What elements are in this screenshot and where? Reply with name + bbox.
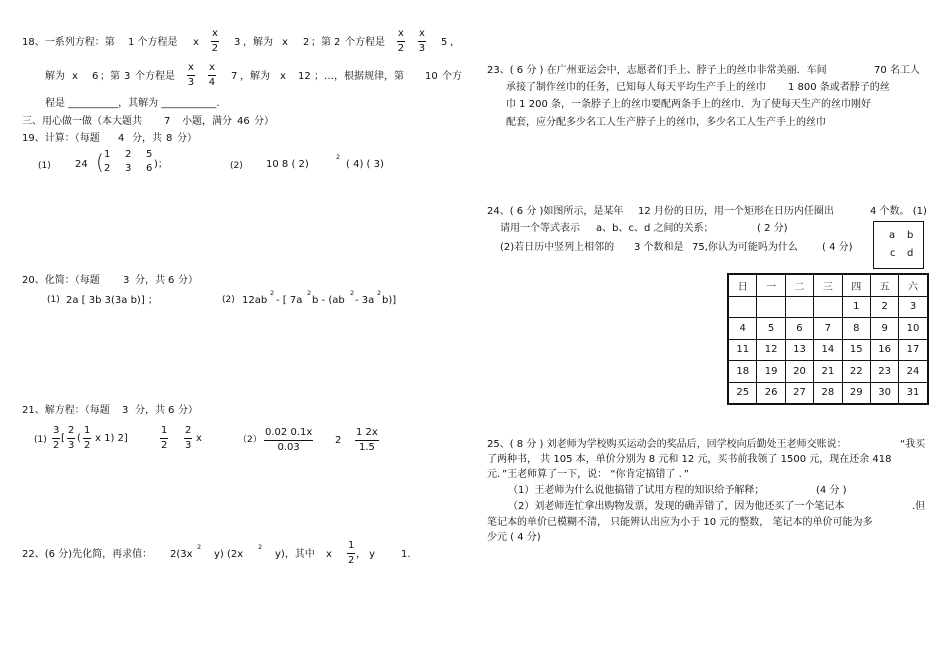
q20-total: 6 xyxy=(168,275,175,286)
cal-cell: 13 xyxy=(785,339,813,361)
q22-x: x xyxy=(326,549,332,560)
q18-line1-b: 1 个方程是 xyxy=(128,37,178,48)
q21-frac-num2: $\frac{1 2x}{1.5}$ xyxy=(356,427,378,453)
q21-eq2-two: 2 xyxy=(335,435,342,446)
cal-cell: 31 xyxy=(899,382,928,404)
cal-cell: 12 xyxy=(757,339,785,361)
q21-x: x xyxy=(196,433,202,444)
q18-v6: 6 xyxy=(92,71,99,82)
q18-l1c: ；第 xyxy=(311,37,331,48)
q24-line2-c: ( 2 分) xyxy=(757,223,788,234)
q21-frac-1-2: $\frac{1}{2}$ xyxy=(84,425,91,451)
q18-line2-c: 个方程是 xyxy=(135,71,175,82)
q24-line3-b: 3 个数和是 xyxy=(634,242,684,253)
cal-cell: 17 xyxy=(899,339,928,361)
q18-line1-a: 18、一系列方程：第 xyxy=(22,37,115,48)
cal-cell: 20 xyxy=(785,361,813,383)
q18-two-b: 2 xyxy=(334,37,341,48)
cal-header: 日 xyxy=(728,274,757,296)
q19-frac-2-3: 2 3 xyxy=(125,149,132,174)
box-c: c xyxy=(890,248,896,259)
cal-cell: 14 xyxy=(814,339,842,361)
calendar-row xyxy=(728,339,928,361)
q18-line2-e: ；…，根据规律，第 xyxy=(314,71,404,82)
q21-expr1-mid: x 1) 2] xyxy=(95,433,128,444)
sec3-unit: 分） xyxy=(254,116,274,127)
q18-frac-b: $\frac{x}{3}$ xyxy=(418,28,426,54)
cal-header: 二 xyxy=(785,274,813,296)
q23-line4: 配套，应分配多少名工人生产脖子上的丝巾，多少名工人生产手上的丝巾 xyxy=(506,117,826,128)
q19-p1: (1) xyxy=(38,161,51,171)
calendar-row xyxy=(728,382,928,404)
q25-line4-b: (4 分 ) xyxy=(816,485,847,496)
q24-line1-b: 12 月份的日历，用一个矩形在日历内任圈出 xyxy=(638,206,834,217)
q18-seven: 7 xyxy=(231,71,238,82)
cal-cell: 24 xyxy=(899,361,928,383)
cal-cell: 22 xyxy=(842,361,870,383)
cal-cell xyxy=(757,296,785,318)
q25-line7: 少元 ( 4 分) xyxy=(487,532,541,543)
cal-cell: 9 xyxy=(870,318,898,340)
cal-cell: 26 xyxy=(757,382,785,404)
q25-line3: 元．”王老师算了一下，说： “你肯定搞错了 ．” xyxy=(487,469,689,480)
q18-v2: 2 xyxy=(303,37,310,48)
q18-x2: x xyxy=(282,37,288,48)
q18-three: 3 xyxy=(234,37,241,48)
cal-cell: 1 xyxy=(842,296,870,318)
q18-line2-d: ，解为 xyxy=(240,71,270,82)
q18-three-b: 3 xyxy=(124,71,131,82)
q22-frac-1-2: $\frac{1}{2}$ xyxy=(348,540,355,566)
cal-cell: 5 xyxy=(757,318,785,340)
q21-frac-3-2: $\frac{3}{2}$ xyxy=(53,425,60,451)
q22-e2: y) (2x xyxy=(214,549,244,560)
calendar-header-row xyxy=(728,274,928,296)
q20-p2: (2) xyxy=(222,295,235,305)
box-d: d xyxy=(907,248,914,259)
cal-cell xyxy=(814,296,842,318)
q21-bracket: [ xyxy=(61,433,65,444)
q20-sq-2: 2 xyxy=(307,289,312,297)
calendar-row xyxy=(728,361,928,383)
q21-frac-1-2-b: $\frac{1}{2}$ xyxy=(161,425,168,451)
q23-line3: 巾 1 200 条，一条脖子上的丝巾要配两条手上的丝巾．为了使每天生产的丝巾刚好 xyxy=(506,99,871,110)
q24-line1: 24、( 6 分 )如图所示，是某年 xyxy=(487,206,624,217)
q18-v12: 12 xyxy=(298,71,311,82)
q19-24: 24 xyxy=(75,159,88,170)
q20-each: 3 xyxy=(123,275,130,286)
q18-line3: 程是 __________，其解为 ___________. xyxy=(45,98,220,109)
calendar-row xyxy=(728,318,928,340)
sec3-score: 46 xyxy=(237,116,250,127)
q19-close: )； xyxy=(154,159,168,170)
q23-line2-b: 1 800 条或者脖子的丝 xyxy=(788,82,890,93)
q20-sq-3: 2 xyxy=(350,289,355,297)
cal-header: 五 xyxy=(870,274,898,296)
q21-unit: 分） xyxy=(178,405,198,416)
q20-expr2-a: 12ab xyxy=(242,295,268,306)
q19-tail: ( 4) ( 3) xyxy=(346,159,384,170)
q23-line2: 承接了制作丝巾的任务，已知每人每天平均生产手上的丝巾 xyxy=(506,82,766,93)
cal-cell: 23 xyxy=(870,361,898,383)
q18-sol-label: ，解为 xyxy=(243,37,273,48)
sec3-count: 7 xyxy=(164,116,171,127)
q20-expr2-d: - 3a xyxy=(355,295,375,306)
q20-mid: 分，共 xyxy=(135,275,165,286)
q24-line1-c: 4 个数。 (1) xyxy=(870,206,927,217)
q18-line2-x2: x xyxy=(280,71,286,82)
q19-exp: 2 xyxy=(336,153,341,161)
q18-frac-a: $\frac{x}{2}$ xyxy=(397,28,405,54)
box-a: a xyxy=(889,230,896,241)
cal-cell: 8 xyxy=(842,318,870,340)
q20-expr2-e: b)] xyxy=(382,295,397,306)
cal-cell: 19 xyxy=(757,361,785,383)
sec3-rest: 小题，满分 xyxy=(182,116,232,127)
cal-cell: 3 xyxy=(899,296,928,318)
q18-frac-d: $\frac{x}{4}$ xyxy=(208,62,216,88)
q24-line3-d: ( 4 分) xyxy=(822,242,853,253)
q18-line2-b: ；第 xyxy=(100,71,120,82)
cal-cell: 4 xyxy=(728,318,757,340)
q18-line2-a: 解为 xyxy=(45,71,65,82)
q24-line2: 请用一个等式表示 xyxy=(500,223,580,234)
q22-text: 22、(6 分)先化简，再求值： xyxy=(22,549,153,560)
q23-line1: 23、( 6 分 ) 在广州亚运会中，志愿者们手上、脖子上的丝巾非常美丽．车间 xyxy=(487,65,827,76)
q22-e3: y)，其中 xyxy=(275,549,315,560)
q18-line2-f: 个方 xyxy=(442,71,462,82)
q24-line3-c: 75,你认为可能吗为什么 xyxy=(692,242,798,253)
q24-line2-b: a、b、c、d 之间的关系； xyxy=(596,223,714,234)
q25-line6: 笔记本的单价已模糊不清， 只能辨认出应为小于 10 元的整数， 笔记本的单价可能为多 xyxy=(487,517,873,528)
q20-expr1: 2a [ 3b 3(3a b)] ； xyxy=(66,295,158,306)
q20-sq-1: 2 xyxy=(270,289,275,297)
sec3-title: 三、用心做一做（本大题共 xyxy=(22,116,142,127)
abcd-box xyxy=(873,221,924,269)
q20-p1: (1) xyxy=(47,295,60,305)
q19-unit: 分） xyxy=(177,133,197,144)
q21-each: 3 xyxy=(122,405,129,416)
q18-frac-x-over-2: $\frac{x}{2}$ xyxy=(211,28,219,54)
cal-cell xyxy=(728,296,757,318)
cal-cell xyxy=(785,296,813,318)
q18-frac-c: $\frac{x}{3}$ xyxy=(187,62,195,88)
cal-header: 六 xyxy=(899,274,928,296)
cal-cell: 16 xyxy=(870,339,898,361)
q19-frac-1-2: 1 2 xyxy=(104,149,111,174)
q20-sq-4: 2 xyxy=(377,289,382,297)
q21-frac-num1: $\frac{0.02 0.1x}{0.03}$ xyxy=(265,427,313,453)
q21-p1: (1) xyxy=(34,435,47,445)
calendar-table xyxy=(727,273,929,405)
q20-unit: 分） xyxy=(178,275,198,286)
q18-l1d: 个方程是 xyxy=(345,37,385,48)
cal-cell: 28 xyxy=(814,382,842,404)
q21-frac-2-3: $\frac{2}{3}$ xyxy=(68,425,75,451)
cal-cell: 6 xyxy=(785,318,813,340)
box-b: b xyxy=(907,230,914,241)
q20-expr2-c: b - (ab xyxy=(312,295,345,306)
cal-cell: 30 xyxy=(870,382,898,404)
cal-cell: 29 xyxy=(842,382,870,404)
q18-comma: ， xyxy=(450,37,460,48)
cal-cell: 7 xyxy=(814,318,842,340)
q23-line1-b: 70 名工人 xyxy=(874,65,920,76)
q20-expr2-b: - [ 7a xyxy=(276,295,303,306)
q22-y: ， y xyxy=(356,549,376,560)
cal-cell: 2 xyxy=(870,296,898,318)
q25-line1: 25、( 8 分 ) 刘老师为学校购买运动会的奖品后，回学校向后勤处王老师交账说： xyxy=(487,439,847,450)
cal-cell: 25 xyxy=(728,382,757,404)
q21-mid: 分，共 xyxy=(135,405,165,416)
cal-header: 一 xyxy=(757,274,785,296)
cal-cell: 27 xyxy=(785,382,813,404)
q19-mid: 分，共 xyxy=(132,133,162,144)
cal-cell: 18 xyxy=(728,361,757,383)
q19-p2: (2) xyxy=(230,161,243,171)
q19-each: 4 xyxy=(118,133,125,144)
q19-title: 19、计算：（每题 xyxy=(22,133,100,144)
q21-title: 21、解方程：（每题 xyxy=(22,405,110,416)
q24-line3: (2)若日历中竖列上相邻的 xyxy=(500,242,615,253)
q20-title: 20、化简：（每题 xyxy=(22,275,100,286)
q22-sq-1: 2 xyxy=(197,543,202,551)
cal-cell: 21 xyxy=(814,361,842,383)
q25-line5: （2）刘老师连忙拿出购物发票，发现的确弄错了，因为他还买了一个笔记本 xyxy=(508,501,845,512)
cal-cell: 15 xyxy=(842,339,870,361)
q21-paren: ( xyxy=(77,433,81,444)
q21-p2: （2） xyxy=(238,435,262,445)
q18-line2-x: x xyxy=(72,71,78,82)
q25-line4: （1）王老师为什么说他搞错了试用方程的知识给予解释； xyxy=(508,485,765,496)
q21-total: 6 xyxy=(168,405,175,416)
q18-ten: 10 xyxy=(425,71,438,82)
q21-frac-2-3-b: $\frac{2}{3}$ xyxy=(185,425,192,451)
q22-sq-2: 2 xyxy=(258,543,263,551)
cal-cell: 11 xyxy=(728,339,757,361)
q19-total: 8 xyxy=(166,133,173,144)
q22-yv: 1. xyxy=(401,549,411,560)
cal-cell: 10 xyxy=(899,318,928,340)
cal-header: 三 xyxy=(814,274,842,296)
q25-line1-b: “我买 xyxy=(900,439,926,450)
q18-five: 5 xyxy=(441,37,448,48)
q19-frac-5-6: 5 6 xyxy=(146,149,153,174)
calendar-row xyxy=(728,296,928,318)
q18-x: x xyxy=(193,37,199,48)
q19-open-paren: ( xyxy=(96,150,104,174)
q19-expr: 10 8 ( 2) xyxy=(266,159,309,170)
q25-line5-b: .但 xyxy=(912,501,926,512)
cal-header: 四 xyxy=(842,274,870,296)
q22-e1: 2(3x xyxy=(170,549,193,560)
q25-line2: 了两种书， 共 105 本，单价分别为 8 元和 12 元，买书前我领了 1500 元，现在还余 418 xyxy=(487,454,892,465)
